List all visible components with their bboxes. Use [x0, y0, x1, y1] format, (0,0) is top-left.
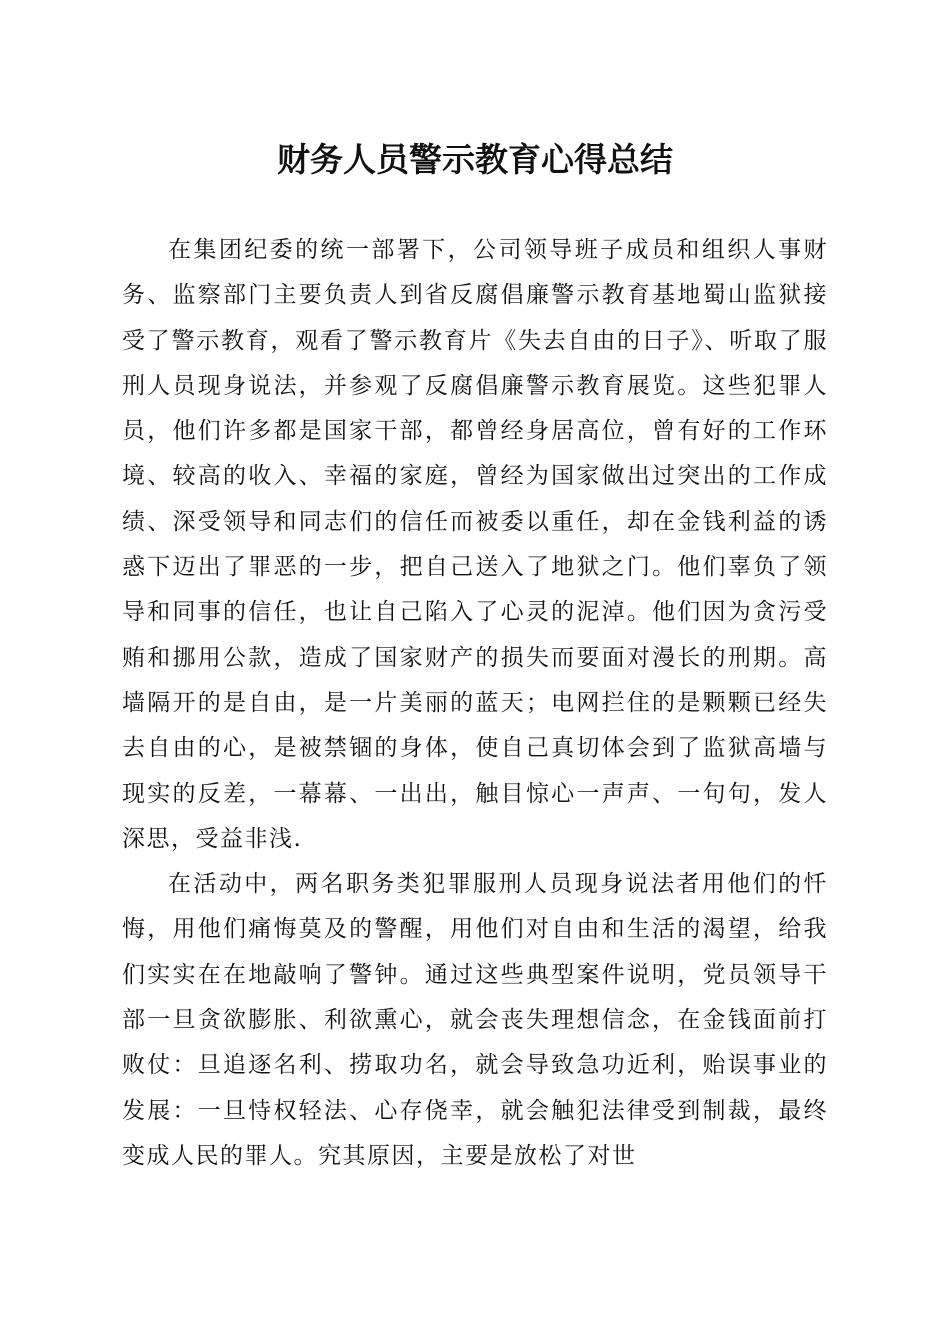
paragraph-1: 在集团纪委的统一部署下，公司领导班子成员和组织人事财务、监察部门主要负责人到省反腐倡廉警示教育基地蜀山监狱接受了警示教育，观看了警示教育片《失去自由的日子》、听取了服刑人员现身说法，并参观了反腐倡廉警示教育展览。这些犯罪人员，他们许多都是国家干部，都曾经身居高位，曾有好的工作环境、较高的收入、幸福的家庭，曾经为国家做出过突出的工作成绩、深受领导和同志们的信任而被委以重任，却在金钱利益的诱惑下迈出了罪恶的一步，把自己送入了地狱之门。他们辜负了领导和同事的信任，也让自己陷入了心灵的泥淖。他们因为贪污受贿和挪用公款，造成了国家财产的损失而要面对漫长的刑期。高墙隔开的是自由，是一片美丽的蓝天；电网拦住的是颗颗已经失去自由的心，是被禁锢的身体，使自己真切体会到了监狱高墙与现实的反差，一幕幕、一出出，触目惊心一声声、一句句，发人深思，受益非浅.	[122, 237, 828, 852]
paragraph-2: 在活动中，两名职务类犯罪服刑人员现身说法者用他们的忏悔，用他们痛悔莫及的警醒，用他们对自由和生活的渴望，给我们实实在在地敲响了警钟。通过这些典型案件说明，党员领导干部一旦贪欲膨胀、利欲熏心，就会丧失理想信念，在金钱面前打败仗：旦追逐名利、捞取功名，就会导致急功近利，贻误事业的发展：一旦恃权轻法、心存侥幸，就会触犯法律受到制裁，最终变成人民的罪人。究其原因，主要是放松了对世	[122, 871, 828, 1169]
document-title: 财务人员警示教育心得总结	[277, 140, 673, 179]
document-body	[122, 228, 828, 1179]
